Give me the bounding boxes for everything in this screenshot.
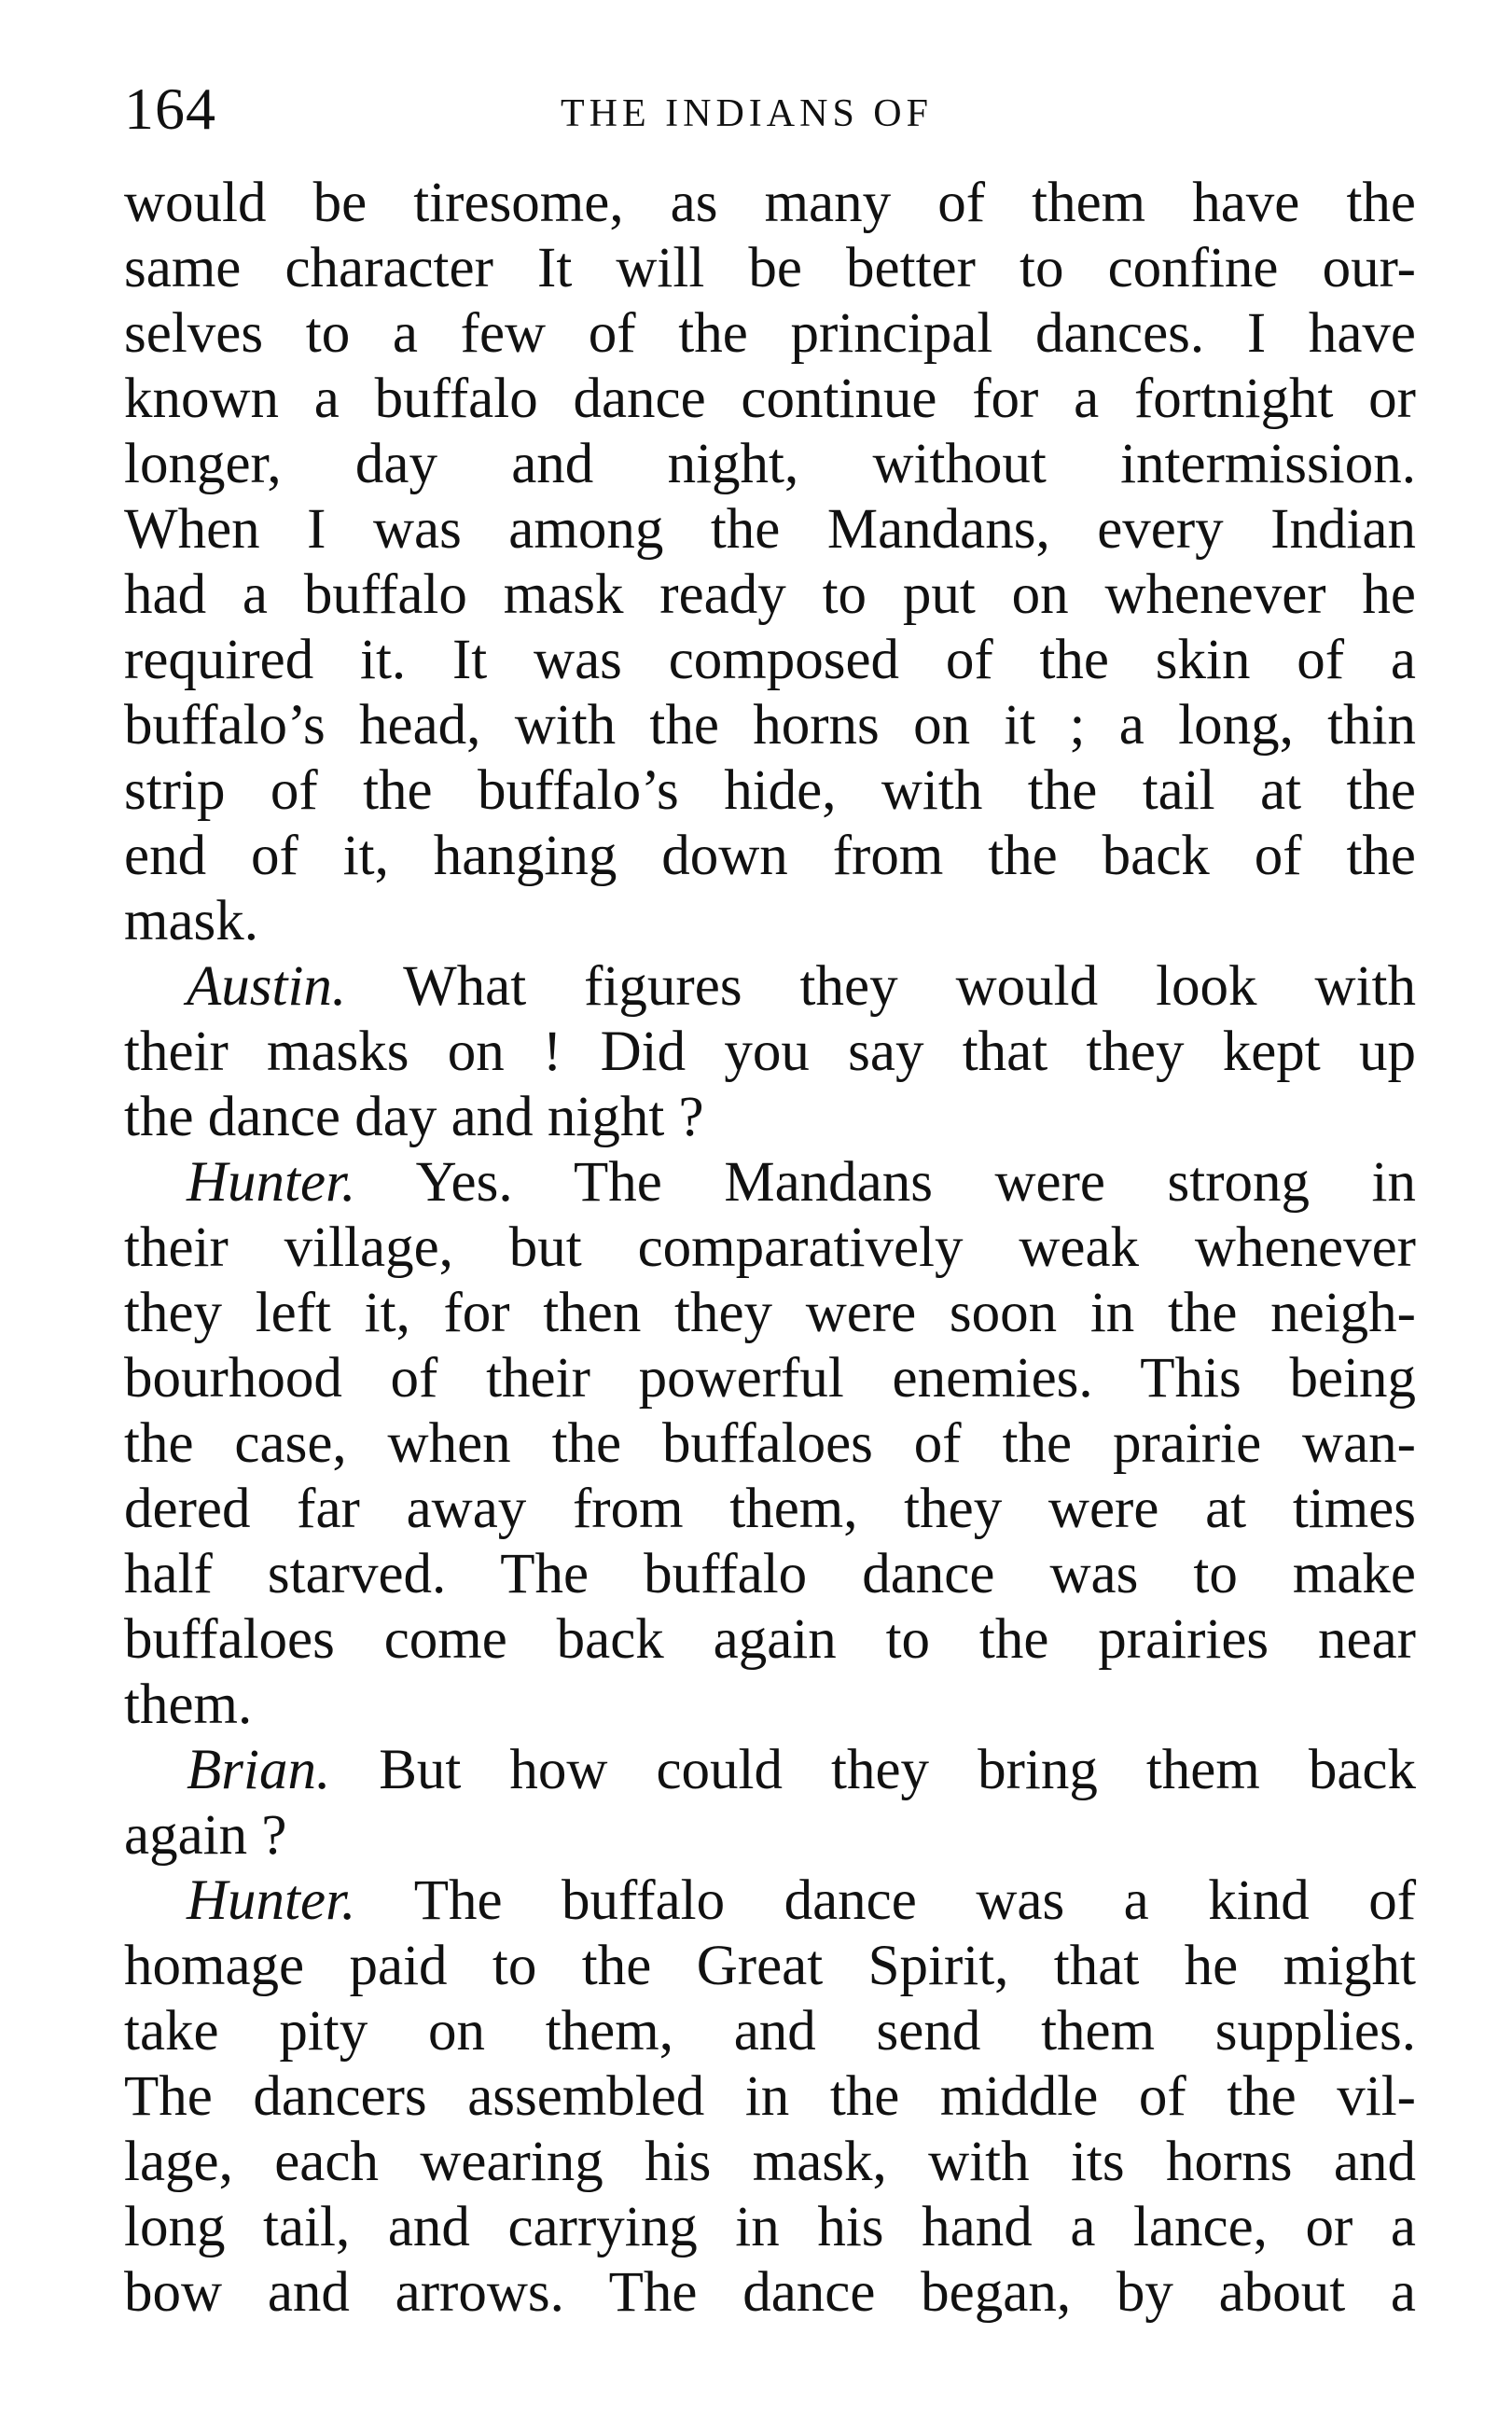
running-head (124, 67, 1416, 151)
text-line: bow and arrows. The dance began, by about a (124, 2261, 1416, 2324)
text-line: buffalo’s head, with the horns on it ; a long, thin (124, 694, 1416, 757)
text-line: the dance day and night ? (124, 1086, 704, 1148)
text-line: When I was among the Mandans, every Indian (124, 498, 1416, 561)
text-line: bourhood of their powerful enemies. This being (124, 1347, 1416, 1410)
dialogue-line (124, 954, 1416, 1020)
speech-text: Yes. The Mandans were strong in (415, 1151, 1416, 1214)
text-line: end of it, hanging down from the back of the (124, 825, 1416, 887)
text-line: they left it, for then they were soon in the neigh- (124, 1282, 1416, 1344)
text-line: same character It will be better to confine our- (124, 237, 1416, 299)
text-line: would be tiresome, as many of them have the (124, 172, 1416, 234)
text-line: again ? (124, 1804, 287, 1867)
speaker-name: Hunter. (187, 1869, 356, 1932)
text-line: long tail, and carrying in his hand a lance, or a (124, 2196, 1416, 2258)
text-line: their village, but comparatively weak whenever (124, 1216, 1416, 1279)
text-line: known a buffalo dance continue for a fortnight or (124, 368, 1416, 430)
dialogue-line (124, 1150, 1416, 1216)
text-line: The dancers assembled in the middle of the vil- (124, 2065, 1416, 2128)
speaker-name: Austin. (187, 955, 347, 1018)
speech-text: The buffalo dance was a kind of (413, 1869, 1417, 1932)
text-line: lage, each wearing his mask, with its horns and (124, 2131, 1416, 2193)
speaker-name: Hunter. (187, 1151, 356, 1214)
text-line: mask. (124, 890, 259, 952)
dialogue-line (124, 1738, 1416, 1803)
text-line: required it. It was composed of the skin of a (124, 629, 1416, 691)
text-line: half starved. The buffalo dance was to make (124, 1543, 1416, 1605)
body-text (124, 171, 1416, 2326)
text-line: longer, day and night, without intermission. (124, 433, 1416, 495)
page-number: 164 (124, 76, 216, 142)
text-line: the case, when the buffaloes of the prairie wan- (124, 1412, 1416, 1475)
text-line: dered far away from them, they were at times (124, 1478, 1416, 1540)
speaker-name: Brian. (187, 1739, 331, 1801)
text-line: their masks on ! Did you say that they kept up (124, 1021, 1416, 1083)
text-line: selves to a few of the principal dances. I have (124, 302, 1416, 365)
speech-text: What figures they would look with (403, 955, 1416, 1018)
text-line: buffaloes come back again to the prairies near (124, 1608, 1416, 1671)
text-line: them. (124, 1674, 253, 1736)
text-line: had a buffalo mask ready to put on whenever he (124, 563, 1416, 626)
running-title: THE INDIANS OF (561, 92, 933, 135)
text-line: strip of the buffalo’s hide, with the tail at the (124, 759, 1416, 822)
dialogue-line (124, 1868, 1416, 1934)
text-line: take pity on them, and send them supplies. (124, 2000, 1416, 2063)
text-line: homage paid to the Great Spirit, that he might (124, 1935, 1416, 1997)
speech-text: But how could they bring them back (379, 1739, 1416, 1801)
